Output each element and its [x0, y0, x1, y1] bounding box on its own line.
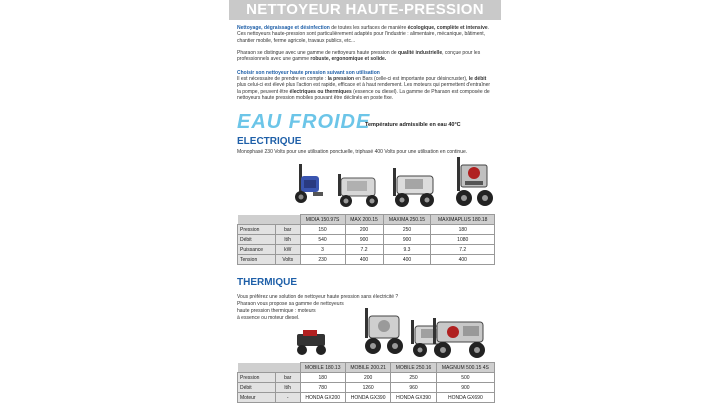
table-corner	[238, 363, 276, 373]
table-corner	[238, 215, 276, 225]
table-cell: 180	[431, 225, 495, 235]
table-cell: 400	[345, 255, 383, 265]
table-row	[238, 373, 495, 383]
max-machine-image	[335, 172, 383, 208]
choose-text: en Bars (celle-ci est importante pour désincruster),	[354, 76, 469, 82]
intro-bold-lead: Nettoyage, dégraissage et désinfection	[237, 25, 330, 31]
document-page	[229, 0, 501, 420]
choose-bold: la pression	[327, 76, 355, 82]
electric-spec-table	[237, 214, 495, 265]
electric-description: Monophasé 230 Volts pour une utilisation ponctuelle, triphasé 400 Volts pour une utilisation en continue.	[237, 149, 468, 155]
table-row	[238, 383, 495, 393]
model-header: MOBILE 200.21	[345, 363, 390, 373]
choose-text: plus celui-ci est élevé plus l'action est rapide, efficace et à haut rendement. Les moteurs qui permettent d'entraîner la pompe, peuvent être	[237, 82, 491, 95]
table-cell: 500	[436, 373, 494, 383]
intro-text: Pharaon se distingue avec une gamme de nettoyeurs haute pression de	[237, 50, 398, 56]
table-cell: HONDA GX690	[436, 393, 494, 403]
choose-text: Il est nécessaire de prendre en compte :	[237, 76, 328, 82]
table-row	[238, 225, 495, 235]
table-row	[238, 235, 495, 245]
row-unit: bar	[276, 225, 301, 235]
table-cell: 150	[300, 225, 345, 235]
table-cell: 1260	[345, 383, 390, 393]
row-unit: kW	[276, 245, 301, 255]
table-row	[238, 245, 495, 255]
intro-text: de toutes les surfaces de manière	[329, 25, 408, 31]
table-cell: 200	[345, 373, 390, 383]
mobile-200-machine-image	[359, 304, 407, 358]
row-label: Puissance	[238, 245, 276, 255]
table-cell: 9.3	[383, 245, 431, 255]
table-cell: 7.2	[431, 245, 495, 255]
table-cell: 200	[345, 225, 383, 235]
header-banner	[229, 0, 501, 20]
table-header-row	[238, 363, 495, 373]
table-cell: 400	[431, 255, 495, 265]
table-row	[238, 393, 495, 403]
model-header: MOBILE 180.13	[300, 363, 345, 373]
choose-paragraph	[237, 76, 495, 102]
intro-bold: qualité industrielle	[397, 50, 443, 56]
intro-text: . Ces nettoyeurs haute-pression sont particulièrement adaptés pour l'industrie : alimentaire, mécanique, bâtiment, chantier mobile, ferme agricole, travaux publics, etc...	[237, 25, 490, 44]
intro-bold: robuste, ergonomique et solide.	[310, 56, 387, 63]
intro-bold: écologique, complète et intensive	[407, 25, 488, 31]
table-cell: 540	[300, 235, 345, 245]
intro-text: , conçue pour les professionnels avec une gamme	[237, 50, 481, 63]
table-cell: 3	[300, 245, 345, 255]
table-cell: HONDA GX390	[345, 393, 390, 403]
table-cell: 250	[391, 373, 436, 383]
row-label: Débit	[238, 383, 276, 393]
table-header-row	[238, 215, 495, 225]
maxima-machine-image	[389, 166, 439, 208]
table-cell: 180	[300, 373, 345, 383]
row-unit: -	[276, 393, 301, 403]
table-cell: 900	[436, 383, 494, 393]
midia-machine-image	[287, 162, 327, 206]
row-unit: Volts	[276, 255, 301, 265]
row-label: Pression	[238, 373, 276, 383]
temperature-note: Température admissible en eau 40°C	[365, 122, 461, 128]
row-unit: bar	[276, 373, 301, 383]
row-label: Débit	[238, 235, 276, 245]
table-cell: 250	[383, 225, 431, 235]
table-cell: HONDA GX390	[391, 393, 436, 403]
eau-froide-title: EAU FROIDE	[237, 111, 371, 133]
row-unit: lt/h	[276, 235, 301, 245]
page-title: NETTOYEUR HAUTE-PRESSION	[246, 1, 484, 18]
model-header: MAXIMAPLUS 180.18	[431, 215, 495, 225]
intro-paragraph-2	[237, 50, 495, 63]
row-label: Tension	[238, 255, 276, 265]
mobile-180-machine-image	[293, 326, 333, 358]
thermal-desc-line: haute pression thermique : moteurs	[237, 308, 316, 314]
table-cell: 900	[383, 235, 431, 245]
row-label: Pression	[238, 225, 276, 235]
electric-section-title: ELECTRIQUE	[237, 136, 302, 147]
table-corner	[276, 363, 301, 373]
thermal-desc-line: à essence ou moteur diesel.	[237, 315, 300, 321]
intro-paragraph-1	[237, 25, 495, 44]
choose-bold: le débit	[468, 76, 487, 82]
row-unit: lt/h	[276, 383, 301, 393]
table-row	[238, 255, 495, 265]
table-cell: 230	[300, 255, 345, 265]
thermal-desc-line: Vous préférez une solution de nettoyeur haute pression sans électricité ?	[237, 294, 399, 300]
model-header: MAGNUM 500.15 4S	[436, 363, 494, 373]
table-cell: 400	[383, 255, 431, 265]
choose-text: (essence ou diesel). La gamme de Pharaon est composée de nettoyeurs haute pression mobiles pouvant être déclinés en poste fixe.	[237, 88, 490, 102]
model-header: MAX 200.15	[345, 215, 383, 225]
model-header: MAXIMA 250.15	[383, 215, 431, 225]
maximaplus-machine-image	[451, 155, 495, 209]
thermal-section-title: THERMIQUE	[237, 277, 297, 288]
table-cell: 900	[345, 235, 383, 245]
table-cell: 7.2	[345, 245, 383, 255]
model-header: MOBILE 250.16	[391, 363, 436, 373]
table-cell: 960	[391, 383, 436, 393]
choose-bold: électriques ou thermiques	[289, 88, 352, 95]
row-label: Moteur	[238, 393, 276, 403]
thermal-desc-line: Pharaon vous propose sa gamme de nettoyeurs	[237, 301, 344, 307]
table-corner	[276, 215, 301, 225]
table-cell: 780	[300, 383, 345, 393]
choose-heading: Choisir son nettoyeur haute pression suivant son utilisation	[237, 70, 380, 76]
thermal-spec-table	[237, 362, 495, 403]
model-header: MIDIA 150.97S	[300, 215, 345, 225]
magnum-machine-image	[429, 314, 491, 360]
table-cell: HONDA GX200	[300, 393, 345, 403]
table-cell: 1080	[431, 235, 495, 245]
